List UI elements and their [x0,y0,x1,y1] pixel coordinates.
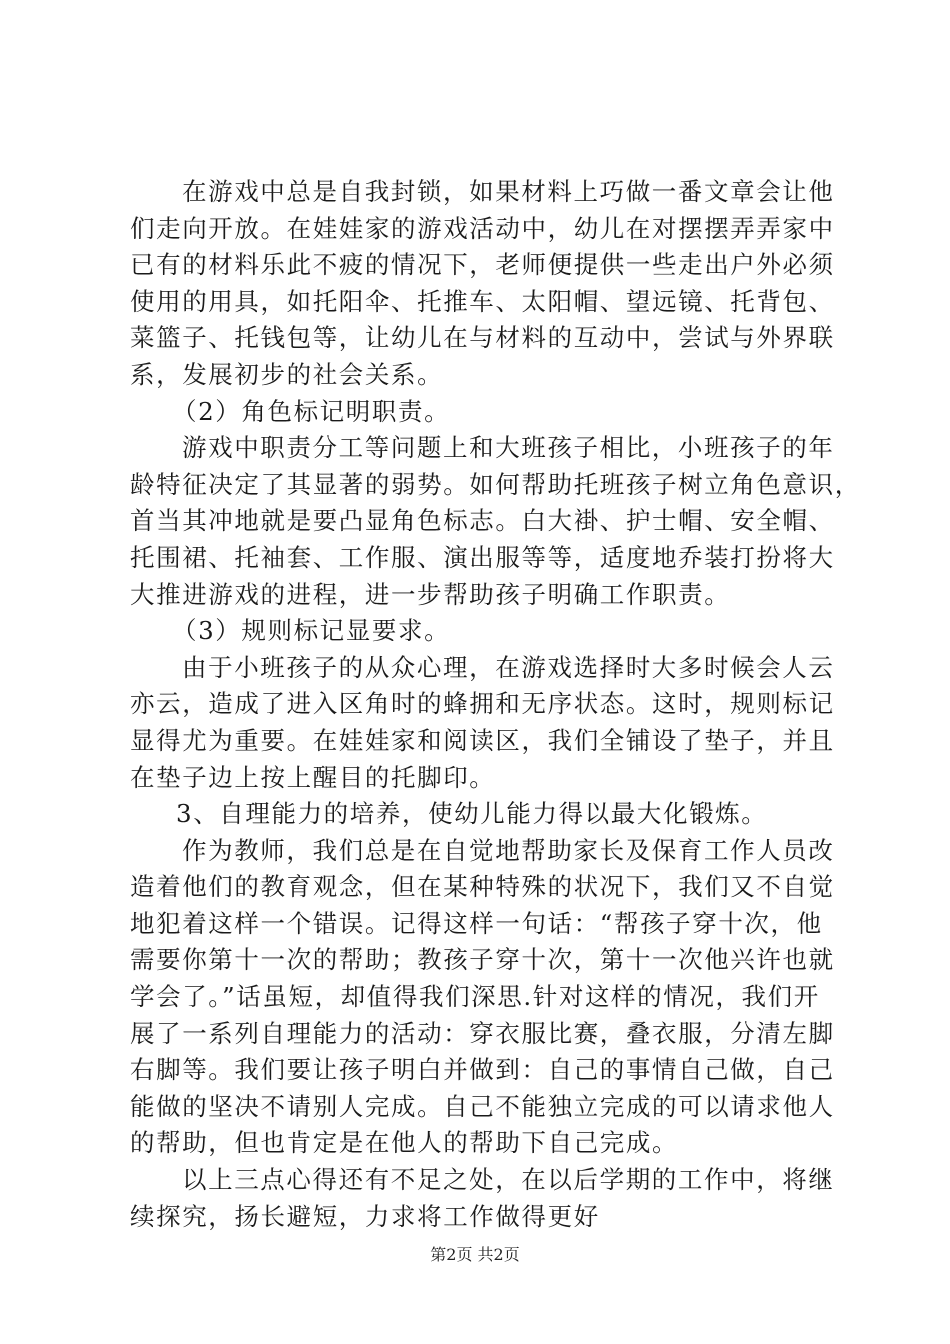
paragraph-line: 游戏中职责分工等问题上和大班孩子相比，小班孩子的年 [182,433,835,463]
paragraph-line: 的帮助，但也肯定是在他人的帮助下自己完成。 [130,1128,679,1158]
paragraph-line: 右脚等。我们要让孩子明白并做到：自己的事情自己做，自己 [130,1055,835,1085]
paragraph-line: 地犯着这样一个错误。记得这样一句话：“帮孩子穿十次，他 [130,908,823,938]
paragraph-line: 展了一系列自理能力的活动：穿衣服比赛，叠衣服，分清左脚 [130,1018,835,1048]
section-heading: （3）规则标记显要求。 [172,616,451,646]
paragraph-line: 亦云，造成了进入区角时的蜂拥和无序状态。这时，规则标记 [130,689,835,719]
paragraph-line: 显得尤为重要。在娃娃家和阅读区，我们全铺设了垫子，并且 [130,725,835,755]
paragraph-line: 由于小班孩子的从众心理，在游戏选择时大多时候会人云 [182,652,835,682]
paragraph-line: 首当其冲地就是要凸显角色标志。白大褂、护士帽、安全帽、 [130,506,835,536]
paragraph-line: 们走向开放。在娃娃家的游戏活动中，幼儿在对摆摆弄弄家中 [130,213,835,243]
paragraph-line: 作为教师，我们总是在自觉地帮助家长及保育工作人员改 [182,835,835,865]
paragraph-line: 系，发展初步的社会关系。 [130,359,444,389]
document-body [130,174,861,1235]
paragraph-line: 学会了。”话虽短，却值得我们深思.针对这样的情况，我们开 [130,982,820,1012]
paragraph-line: 能做的坚决不请别人完成。自己不能独立完成的可以请求他人 [130,1091,835,1121]
paragraph-line: 需要你第十一次的帮助；教孩子穿十次，第十一次他兴许也就 [130,945,835,975]
paragraph-line: 大推进游戏的进程，进一步帮助孩子明确工作职责。 [130,579,731,609]
paragraph-line: 已有的材料乐此不疲的情况下，老师便提供一些走出户外必须 [130,250,835,280]
paragraph-line: 菜篮子、托钱包等，让幼儿在与材料的互动中，尝试与外界联 [130,323,835,353]
paragraph-line: 在游戏中总是自我封锁，如果材料上巧做一番文章会让他 [182,177,835,206]
paragraph-line: 使用的用具，如托阳伞、托推车、太阳帽、望远镜、托背包、 [130,286,835,316]
paragraph-line: 龄特征决定了其显著的弱势。如何帮助托班孩子树立角色意识， [130,469,861,499]
paragraph-line: 以上三点心得还有不足之处，在以后学期的工作中，将继 [182,1165,835,1195]
paragraph-line: 造着他们的教育观念，但在某种特殊的状况下，我们又不自觉 [130,872,835,902]
paragraph-line: 续探究，扬长避短，力求将工作做得更好 [130,1201,600,1231]
page-footer: 第2页 共2页 [430,1245,520,1264]
section-heading: 3、自理能力的培养，使幼儿能力得以最大化锻炼。 [176,799,768,829]
section-heading: （2）角色标记明职责。 [172,396,451,426]
paragraph-line: 在垫子边上按上醒目的托脚印。 [130,762,496,792]
paragraph-line: 托围裙、托袖套、工作服、演出服等等，适度地乔装打扮将大 [130,542,835,572]
